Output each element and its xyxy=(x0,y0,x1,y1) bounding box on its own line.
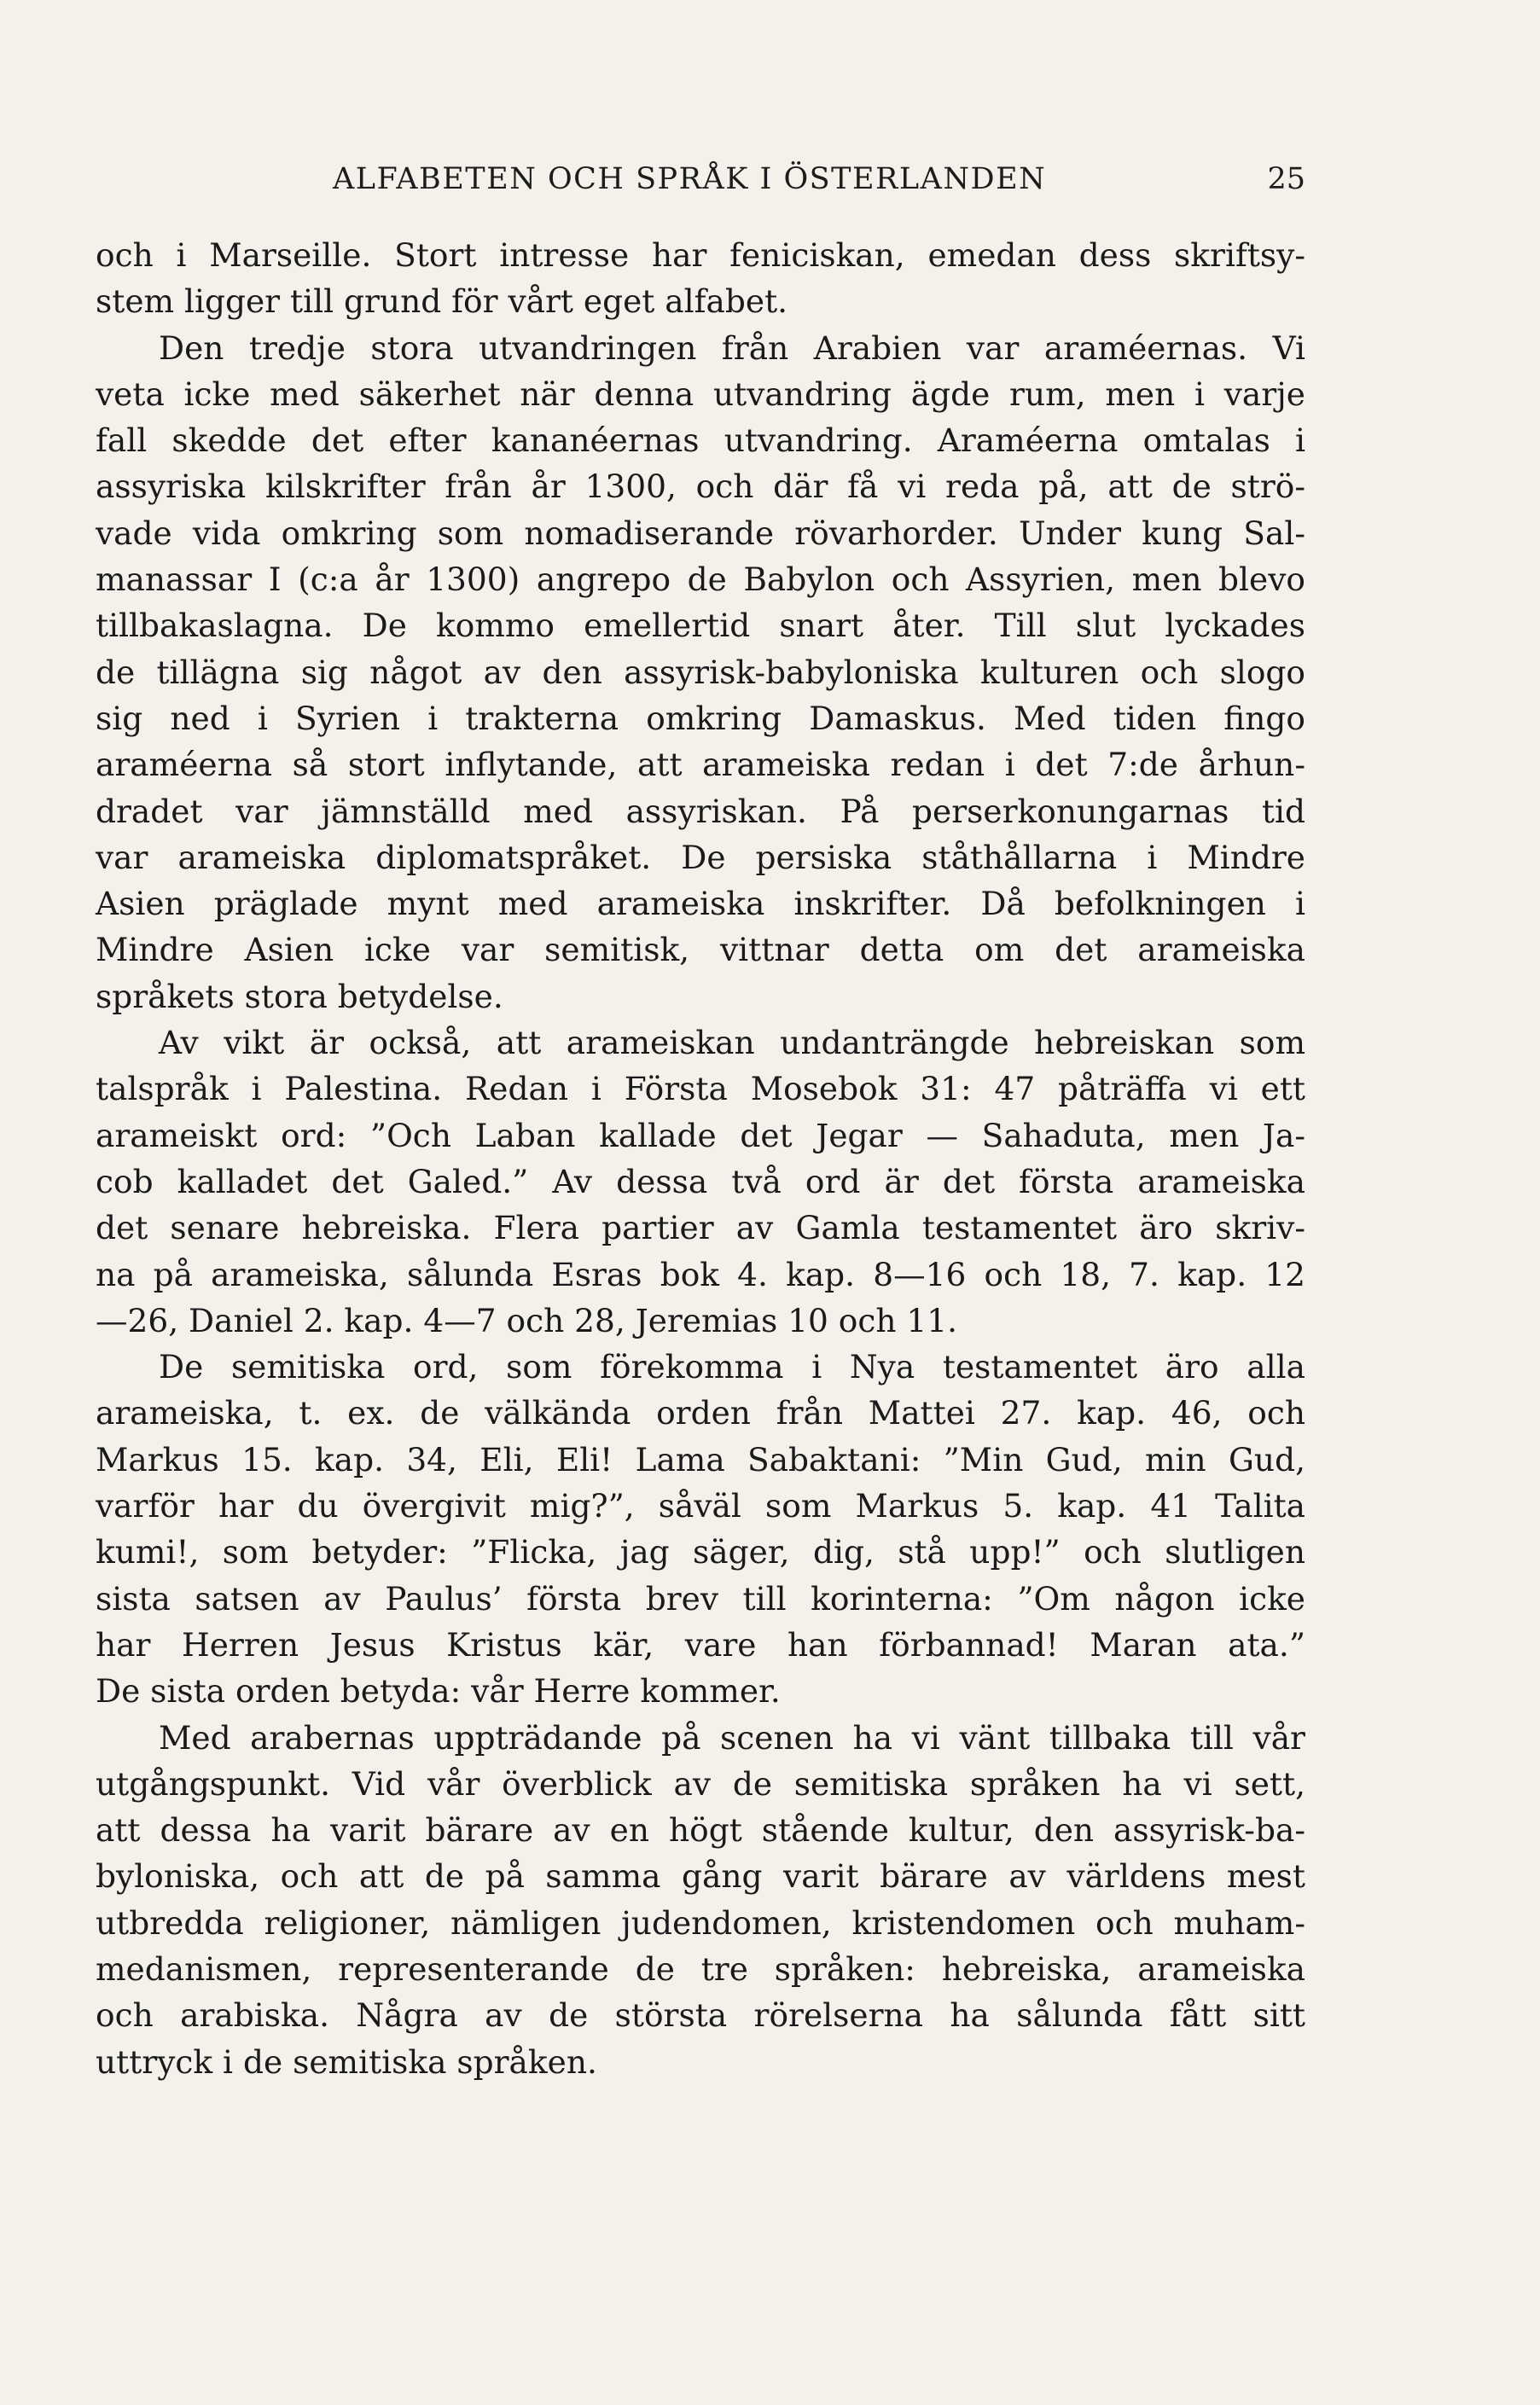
text-line: talspråk i Palestina. Redan i Första Mosebok 31: 47 påträffa vi ett xyxy=(96,1070,1305,1108)
text-line: —26, Daniel 2. kap. 4—7 och 28, Jeremias 10 och 11. xyxy=(96,1301,958,1339)
paragraph-4 xyxy=(96,1344,1305,1714)
text-line: utbredda religioner, nämligen judendomen, kristendomen och muham- xyxy=(96,1903,1305,1942)
text-line: assyriska kilskrifter från år 1300, och där få vi reda på, att de strö- xyxy=(96,468,1305,506)
text-line: De sista orden betyda: vår Herre kommer. xyxy=(96,1672,781,1711)
text-line: fall skedde det efter kananéernas utvandring. Araméerna omtalas i xyxy=(96,421,1305,460)
text-line: Med arabernas uppträdande på scenen ha vi vänt tillbaka till vår xyxy=(159,1718,1305,1757)
text-line: na på arameiska, sålunda Esras bok 4. kap. 8—16 och 18, 7. kap. 12 xyxy=(96,1255,1305,1293)
text-line: var arameiska diplomatspråket. De persiska ståthållarna i Mindre xyxy=(96,838,1305,876)
running-title: ALFABETEN OCH SPRÅK I ÖSTERLANDEN xyxy=(333,162,1047,196)
text-line: De semitiska ord, som förekomma i Nya testamentet äro alla xyxy=(159,1348,1305,1386)
text-line: Den tredje stora utvandringen från Arabien var araméernas. Vi xyxy=(159,328,1305,367)
text-line: sig ned i Syrien i trakterna omkring Damaskus. Med tiden fingo xyxy=(96,699,1305,737)
paragraph-5 xyxy=(96,1715,1305,2085)
text-line: arameiska, t. ex. de välkända orden från Mattei 27. kap. 46, och xyxy=(96,1394,1305,1432)
text-line: har Herren Jesus Kristus kär, vare han förbannad! Maran ata.” xyxy=(96,1625,1305,1664)
text-line: Mindre Asien icke var semitisk, vittnar detta om det arameiska xyxy=(96,931,1305,969)
text-line: utgångspunkt. Vid vår överblick av de semitiska språken ha vi sett, xyxy=(96,1764,1305,1803)
text-line: sista satsen av Paulus’ första brev till korinterna: ”Om någon icke xyxy=(96,1579,1305,1618)
text-line: dradet var jämnställd med assyriskan. På perserkonungarnas tid xyxy=(96,792,1305,830)
text-line: cob kalladet det Galed.” Av dessa två ord är det första arameiska xyxy=(96,1162,1305,1200)
paragraph-1 xyxy=(96,232,1305,325)
text-line: arameiskt ord: ”Och Laban kallade det Jegar — Sahaduta, men Ja- xyxy=(96,1116,1305,1154)
text-line: Av vikt är också, att arameiskan undanträngde hebreiskan som xyxy=(159,1024,1305,1062)
page-number: 25 xyxy=(1267,162,1305,196)
text-line: byloniska, och att de på samma gång varit bärare av världens mest xyxy=(96,1857,1305,1896)
text-line: att dessa ha varit bärare av en högt stående kultur, den assyrisk-ba- xyxy=(96,1811,1305,1850)
body-text xyxy=(96,232,1305,2085)
text-line: de tillägna sig något av den assyrisk-babyloniska kulturen och slogo xyxy=(96,653,1305,691)
page-header xyxy=(94,162,1305,213)
text-line: och arabiska. Några av de största rörelserna ha sålunda fått sitt xyxy=(96,1996,1305,2035)
text-line: Asien präglade mynt med arameiska inskrifter. Då befolkningen i xyxy=(96,885,1305,923)
text-line: veta icke med säkerhet när denna utvandring ägde rum, men i varje xyxy=(96,375,1305,413)
text-line: tillbakaslagna. De kommo emellertid snart åter. Till slut lyckades xyxy=(96,607,1305,645)
text-line: det senare hebreiska. Flera partier av Gamla testamentet äro skriv- xyxy=(96,1209,1305,1247)
text-line: kumi!, som betyder: ”Flicka, jag säger, dig, stå upp!” och slutligen xyxy=(96,1533,1305,1571)
text-line: och i Marseille. Stort intresse har feniciskan, emedan dess skriftsy- xyxy=(96,236,1305,274)
text-line: uttryck i de semitiska språken. xyxy=(96,2042,597,2081)
text-line: stem ligger till grund för vårt eget alfabet. xyxy=(96,282,788,321)
text-line: medanismen, representerande de tre språken: hebreiska, arameiska xyxy=(96,1949,1305,1988)
paragraph-3 xyxy=(96,1020,1305,1344)
text-line: språkets stora betydelse. xyxy=(96,977,503,1015)
paragraph-2 xyxy=(96,325,1305,1020)
text-line: araméerna så stort inflytande, att arameiska redan i det 7:de århun- xyxy=(96,746,1305,784)
text-line: manassar I (c:a år 1300) angrepo de Babylon och Assyrien, men blevo xyxy=(96,561,1305,599)
text-line: varför har du övergivit mig?”, såväl som Markus 5. kap. 41 Talita xyxy=(96,1487,1305,1525)
text-line: vade vida omkring som nomadiserande rövarhorder. Under kung Sal- xyxy=(96,514,1305,552)
text-line: Markus 15. kap. 34, Eli, Eli! Lama Sabaktani: ”Min Gud, min Gud, xyxy=(96,1440,1305,1478)
